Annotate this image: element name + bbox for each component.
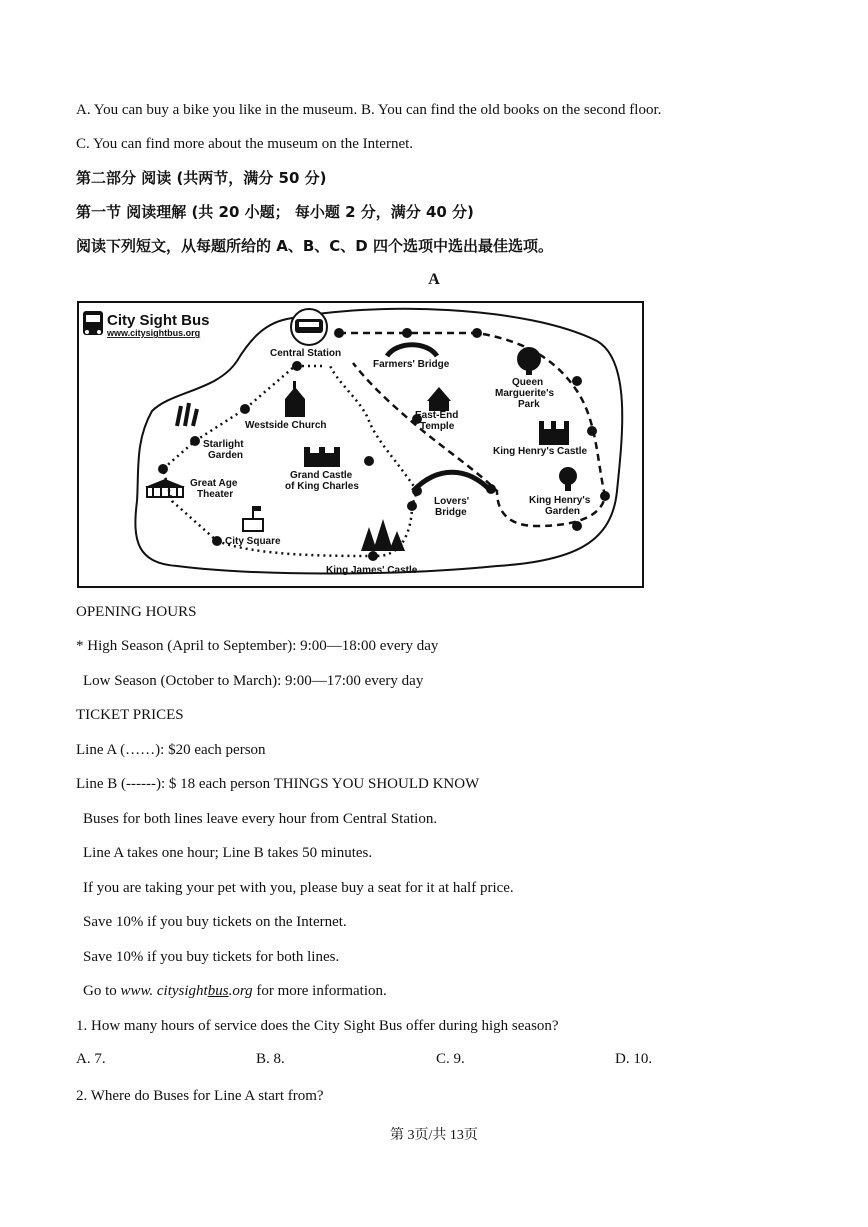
- city-sight-bus-map: [77, 301, 644, 588]
- label-henry-garden-1: King Henry's: [529, 495, 591, 506]
- question-1: 1. How many hours of service does the City Sight Bus offer during high season?: [76, 1018, 559, 1034]
- previous-options-line-2: C. You can find more about the museum on the Internet.: [76, 136, 414, 152]
- bus-logo-icon: [83, 311, 103, 335]
- note-buses-depart: Buses for both lines leave every hour from Central Station.: [83, 811, 438, 827]
- note-durations: Line A takes one hour; Line B takes 50 minutes.: [83, 845, 373, 861]
- label-king-henrys-castle: King Henry's Castle: [493, 446, 588, 457]
- section-heading: 第一节 阅读理解 (共 20 小题； 每小题 2 分，满分 40 分): [76, 203, 474, 221]
- grand-castle-icon: [304, 447, 340, 467]
- question-2: 2. Where do Buses for Line A start from?: [76, 1088, 324, 1104]
- passage-letter: A: [428, 271, 440, 288]
- label-city-square: City Square: [225, 536, 281, 547]
- label-starlight-2: Garden: [208, 450, 244, 461]
- note-website-prefix: Go to: [83, 983, 121, 999]
- q1-option-b[interactable]: B. 8.: [256, 1051, 285, 1067]
- note-website: [83, 981, 387, 1001]
- castle-icon: [539, 421, 569, 445]
- q1-option-a[interactable]: A. 7.: [76, 1051, 106, 1067]
- website-url-a: www. citysight: [120, 983, 208, 999]
- line-b-price: Line B (------): $ 18 each person THINGS YOU SHOULD KNOW: [76, 776, 480, 792]
- line-a-price: Line A (……): $20 each person: [76, 742, 266, 758]
- label-queen-3: Park: [518, 399, 540, 410]
- part-heading: 第二部分 阅读 (共两节，满分 50 分): [76, 169, 327, 187]
- q1-option-d[interactable]: D. 10.: [615, 1051, 653, 1067]
- label-east-end-2: Temple: [420, 421, 455, 432]
- label-queen-2: Marguerite's: [495, 388, 555, 399]
- label-westside-church: Westside Church: [245, 420, 327, 431]
- label-starlight-1: Starlight: [203, 439, 244, 450]
- note-both-lines-discount: Save 10% if you buy tickets for both lines.: [83, 949, 340, 965]
- label-king-james-castle: King James' Castle: [326, 565, 418, 576]
- low-season: Low Season (October to March): 9:00—17:00 every day: [83, 673, 424, 689]
- train-station-icon: [291, 309, 327, 345]
- label-central-station: Central Station: [270, 348, 342, 359]
- instruction: 阅读下列短文，从每题所给的 A、B、C、D 四个选项中选出最佳选项。: [76, 237, 553, 255]
- ticket-prices-heading: TICKET PRICES: [76, 707, 184, 723]
- label-lovers-1: Lovers': [434, 496, 470, 507]
- label-great-age-1: Great Age: [190, 478, 238, 489]
- website-url-b: bus: [207, 983, 229, 999]
- label-great-age-2: Theater: [197, 489, 234, 500]
- logo-title: City Sight Bus: [107, 312, 210, 329]
- label-grand-castle-2: of King Charles: [285, 481, 359, 492]
- label-henry-garden-2: Garden: [545, 506, 581, 517]
- label-east-end-1: East-End: [415, 410, 459, 421]
- previous-options-line-1: A. You can buy a bike you like in the museum. B. You can find the old books on the second floor.: [76, 102, 662, 118]
- label-farmers-bridge: Farmers' Bridge: [373, 359, 450, 370]
- note-pets: If you are taking your pet with you, please buy a seat for it at half price.: [83, 880, 514, 896]
- label-lovers-2: Bridge: [435, 507, 467, 518]
- logo-url: www.citysightbus.org: [107, 328, 201, 338]
- high-season: * High Season (April to September): 9:00—18:00 every day: [76, 638, 439, 654]
- website-url-c: .org: [228, 983, 253, 999]
- note-internet-discount: Save 10% if you buy tickets on the Internet.: [83, 914, 347, 930]
- q1-option-c[interactable]: C. 9.: [436, 1051, 465, 1067]
- label-grand-castle-1: Grand Castle: [290, 470, 353, 481]
- note-website-suffix: for more information.: [252, 983, 387, 999]
- page-footer: 第 3页/共 13页: [390, 1128, 478, 1143]
- website-link[interactable]: [121, 983, 253, 999]
- label-queen-1: Queen: [512, 377, 544, 388]
- opening-hours-heading: OPENING HOURS: [76, 604, 197, 620]
